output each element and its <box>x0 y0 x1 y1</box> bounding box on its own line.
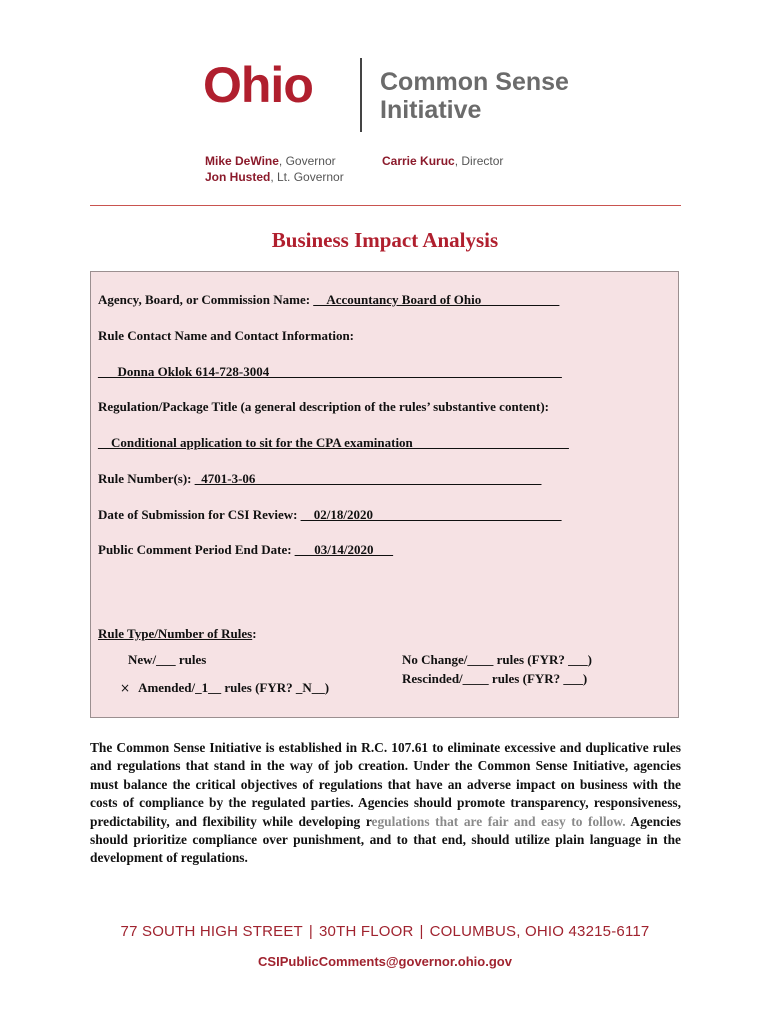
description-part-2: Agencies should prioritize compliance over punishment, and to that end, should utilize plain language in the development of regulations. <box>90 813 681 866</box>
rule-numbers-label: Rule Number(s): <box>98 471 195 486</box>
option-amended-checkbox[interactable]: × <box>120 681 131 695</box>
comment-label: Public Comment Period End Date: <box>98 542 295 557</box>
comment-field <box>98 542 393 558</box>
rule-type-field <box>98 626 257 642</box>
description-grey: egulations that are fair and easy to follow. <box>371 813 626 829</box>
rule-type-colon: : <box>252 626 257 641</box>
option-new-text: New/___ rules <box>128 652 207 667</box>
footer-floor: 30TH FLOOR <box>319 923 414 940</box>
footer-street: 77 SOUTH HIGH STREET <box>120 923 303 940</box>
footer-address <box>0 923 770 940</box>
comment-value: ___03/14/2020___ <box>294 542 394 557</box>
footer-email[interactable]: CSIPublicComments@governor.ohio.gov <box>258 954 512 969</box>
footer-separator-2: | <box>419 923 424 940</box>
contact-value: ___Donna Oklok 614-728-3004_____________________________________________ <box>98 364 562 379</box>
lt-governor-name: Jon Husted <box>205 170 271 184</box>
rule-numbers-field <box>98 471 541 487</box>
footer-separator-1: | <box>308 923 313 940</box>
lt-governor-line <box>205 169 344 185</box>
option-rescinded[interactable] <box>394 671 587 687</box>
regulation-label: Regulation/Package Title (a general description of the rules’ substantive content): <box>98 399 549 414</box>
submission-field <box>98 507 561 523</box>
submission-value: __02/18/2020_____________________________ <box>300 507 562 522</box>
agency-value: __Accountancy Board of Ohio____________ <box>313 292 560 307</box>
agency-field <box>98 292 559 308</box>
rule-numbers-value: _4701-3-06____________________________________________ <box>194 471 542 486</box>
director-title: , Director <box>454 154 504 168</box>
option-new[interactable] <box>120 652 206 668</box>
option-rescinded-text: Rescinded/____ rules (FYR? ___) <box>402 671 588 686</box>
header-divider <box>90 205 681 206</box>
option-amended-text: Amended/_1__ rules (FYR? _N__) <box>138 680 330 695</box>
director-line <box>382 153 503 169</box>
option-amended[interactable] <box>120 680 329 696</box>
agency-label: Agency, Board, or Commission Name: <box>98 292 314 307</box>
director-name: Carrie Kuruc <box>382 154 455 168</box>
initiative-title <box>380 68 620 124</box>
regulation-value: __Conditional application to sit for the CPA examination________________________ <box>98 435 569 450</box>
initiative-line-2: Initiative <box>380 96 482 124</box>
governor-name: Mike DeWine <box>205 154 279 168</box>
lt-governor-title: , Lt. Governor <box>270 170 344 184</box>
description-part-1: The Common Sense Initiative is established in R.C. 107.61 to eliminate excessive and duplicative rules and regulations that stand in the way of job creation. Under the Common Sense Initiative, agencies must balance the critical objectives of regulations that have an adverse impact on business with the costs of compliance by the regulated parties. Agencies should promote transparency, responsiveness, predictability, and flexibility while developing r <box>90 740 681 829</box>
csi-description <box>90 739 681 868</box>
officials <box>205 153 344 185</box>
page-title: Business Impact Analysis <box>271 228 499 252</box>
option-no-change-text: No Change/____ rules (FYR? ___) <box>402 652 592 667</box>
option-no-change[interactable] <box>394 652 592 668</box>
submission-label: Date of Submission for CSI Review: <box>98 507 301 522</box>
contact-label: Rule Contact Name and Contact Information: <box>98 328 355 343</box>
governor-line <box>205 153 344 169</box>
rule-type-label: Rule Type/Number of Rules <box>98 626 253 641</box>
ohio-logo: Ohio <box>203 57 313 113</box>
initiative-line-1: Common Sense <box>380 68 569 96</box>
logo-divider <box>360 58 362 132</box>
footer-city: COLUMBUS, OHIO 43215-6117 <box>429 923 650 940</box>
governor-title: , Governor <box>278 154 336 168</box>
